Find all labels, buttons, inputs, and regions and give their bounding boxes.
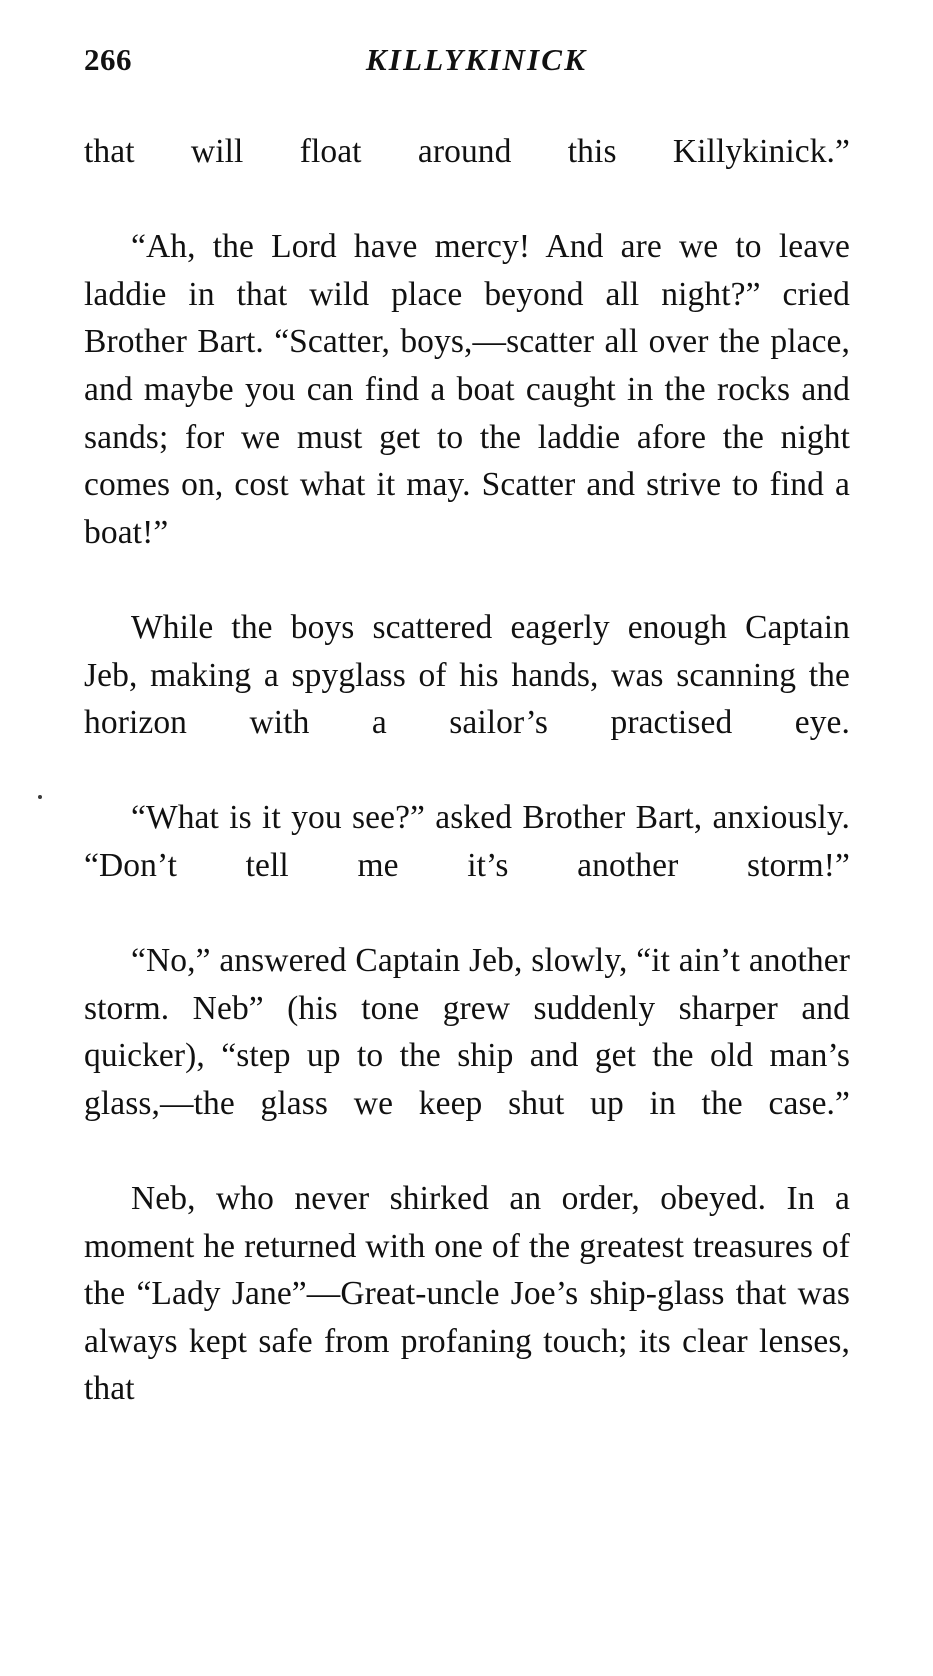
body-text — [84, 128, 850, 1461]
running-title: KILLYKINICK — [365, 42, 588, 77]
paragraph: While the boys scattered eagerly enough Captain Jeb, making a spyglass of his hands, was scanning the horizon with a sailor’s practised eye. — [84, 608, 850, 742]
paragraph: that will float around this Killykinick.” — [84, 133, 850, 170]
paragraph: “What is it you see?” asked Brother Bart, anxiously. “Don’t tell me it’s another storm!” — [84, 799, 850, 884]
paragraph: “No,” answered Captain Jeb, slowly, “it ain’t another storm. Neb” (his tone grew suddenly sharper and quicker), “step up to the ship and get the old man’s glass,—the glass we keep shut up in the case.” — [84, 942, 850, 1122]
page-number: 266 — [84, 42, 132, 77]
running-head — [84, 42, 849, 82]
ink-speck — [38, 795, 42, 799]
paragraph: “Ah, the Lord have mercy! And are we to leave laddie in that wild place beyond all night?” cried Brother Bart. “Scatter, boys,—scatter all over the place, and maybe you can find a boat caught in the rocks and sands; for we must get to the laddie afore the night comes on, cost what it may. Scatter and strive to find a boat!” — [84, 228, 850, 551]
paragraph: Neb, who never shirked an order, obeyed. In a moment he returned with one of the greatest treasures of the “Lady Jane”—Great-uncle Joe’s ship-glass that was always kept safe from profaning touch; its clear lenses, that — [84, 1180, 850, 1408]
